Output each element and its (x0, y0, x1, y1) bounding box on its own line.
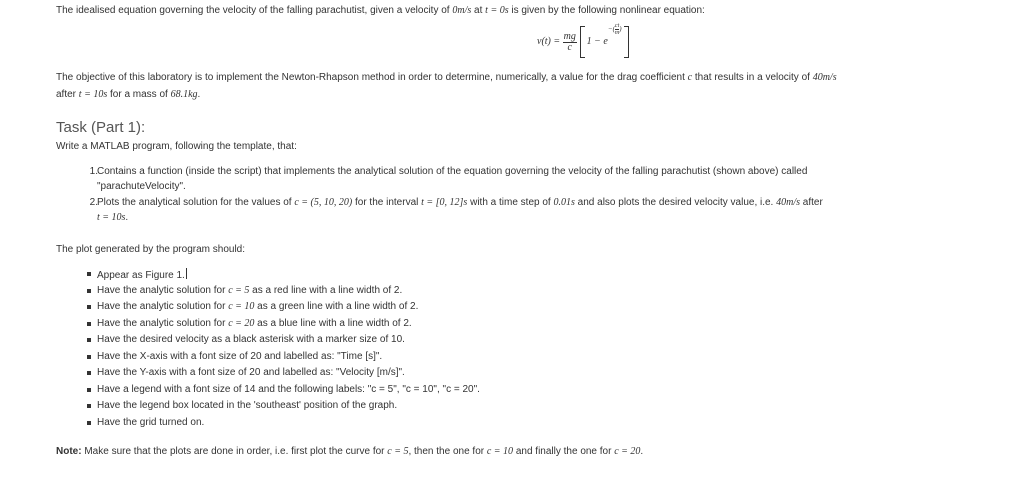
right-bracket (624, 26, 629, 58)
objective-part: . (197, 89, 201, 100)
math-c: c = 20 (228, 318, 255, 329)
task-intro: Write a MATLAB program, following the template, that: (56, 141, 297, 152)
math-c: c = 20 (614, 446, 641, 457)
item-text: for the interval (352, 197, 422, 208)
velocity-equation (537, 23, 629, 60)
exponent-minus: − (607, 25, 613, 34)
math-time: t = 0s (485, 5, 509, 16)
left-bracket (580, 26, 585, 58)
plot-requirement (97, 285, 402, 297)
exponent: −( $\frac{ct}{m}$ ) (607, 23, 622, 37)
objective-part: after (56, 89, 79, 100)
requirement-text: Have the analytic solution for (97, 285, 229, 296)
math-timestep: 0.01s (553, 197, 575, 208)
fraction-numerator: mg (563, 30, 576, 42)
task-item-1-line2: "parachuteVelocity". (97, 181, 186, 192)
note-part: Make sure that the plots are done in order, i.e. first plot the curve for (81, 446, 388, 457)
plot-intro: The plot generated by the program should: (56, 244, 246, 255)
requirement-text: as a green line with a line width of 2. (254, 301, 419, 312)
note-part: . (640, 446, 644, 457)
math-time: t = 10s (97, 212, 126, 223)
bullet (87, 421, 91, 425)
requirement-text: as a red line with a line width of 2. (249, 285, 403, 296)
item-text: Plots the analytical solution for the values of (97, 197, 295, 208)
plot-requirement: Have the grid turned on. (97, 417, 205, 428)
task-heading: Task (Part 1): (56, 119, 146, 136)
equation-lhs: v(t) = (537, 36, 563, 47)
intro-text-part: at (471, 5, 486, 16)
math-c: c = 5 (387, 446, 409, 457)
objective-text-cont (56, 89, 200, 101)
task-item-2-line1 (97, 197, 823, 209)
text-cursor (186, 268, 187, 279)
intro-text (56, 5, 705, 17)
plot-requirement: Have the desired velocity as a black asterisk with a marker size of 10. (97, 334, 405, 345)
objective-text (56, 72, 837, 84)
task-item-2-line2 (97, 212, 128, 224)
plot-requirement: Have the Y-axis with a font size of 20 and labelled as: "Velocity [m/s]". (97, 367, 405, 378)
bullet (87, 305, 91, 309)
intro-text-part: The idealised equation governing the velocity of the falling parachutist, given a velocity of (56, 5, 453, 16)
requirement-text: as a blue line with a line width of 2. (254, 318, 412, 329)
plot-requirement (97, 268, 187, 282)
math-velocity: 40m/s (812, 72, 837, 83)
bullet (87, 338, 91, 342)
item-text: . (125, 212, 129, 223)
intro-text-part: is given by the following nonlinear equation: (508, 5, 705, 16)
math-time: t = 10s (78, 89, 108, 100)
plot-requirement: Have the X-axis with a font size of 20 and labelled as: "Time [s]". (97, 351, 383, 362)
item-text: with a time step of (467, 197, 554, 208)
bullet (87, 272, 91, 276)
equation-one-minus-e: 1 − e (586, 36, 608, 47)
item-text: after (800, 197, 823, 208)
fraction-denominator: c (567, 41, 572, 53)
math-c: c = 5 (228, 285, 250, 296)
math-velocity: 40m/s (776, 197, 801, 208)
item-text: and also plots the desired velocity value, i.e. (574, 197, 777, 208)
note-text (56, 446, 643, 458)
list-number: 1. (89, 166, 98, 177)
note-part: , then the one for (408, 446, 487, 457)
note-label: Note: (56, 446, 82, 457)
objective-part: for a mass of (107, 89, 171, 100)
math-mass: 68.1kg (170, 89, 198, 100)
objective-part: The objective of this laboratory is to implement the Newton-Rhapson method in order to determine, numerically, a value for the drag coefficient (56, 72, 688, 83)
exponent-denominator: m (614, 30, 620, 37)
math-c-values: c = (5, 10, 20) (294, 197, 353, 208)
requirement-text: Have the analytic solution for (97, 301, 229, 312)
equation-fraction (563, 32, 577, 53)
note-part: and finally the one for (513, 446, 615, 457)
math-c: c = 10 (228, 301, 255, 312)
list-number: 2. (89, 197, 98, 208)
bullet (87, 355, 91, 359)
math-velocity: 0m/s (452, 5, 472, 16)
math-interval: t = [0, 12]s (421, 197, 468, 208)
bullet (87, 371, 91, 375)
requirement-text: Appear as Figure 1. (97, 270, 185, 281)
exponent-numerator: ct (614, 23, 620, 30)
task-item-1-line1: Contains a function (inside the script) that implements the analytical solution of the equation governing the velocity of the falling parachutist (shown above) called (97, 166, 808, 177)
bullet (87, 404, 91, 408)
plot-requirement (97, 318, 412, 330)
objective-part: that results in a velocity of (692, 72, 813, 83)
bullet (87, 388, 91, 392)
bullet (87, 322, 91, 326)
plot-requirement: Have a legend with a font size of 14 and the following labels: "c = 5", "c = 10", "c = 20". (97, 384, 480, 395)
plot-requirement: Have the legend box located in the 'southeast' position of the graph. (97, 400, 398, 411)
plot-requirement (97, 301, 418, 313)
math-c: c = 10 (486, 446, 514, 457)
math-c: c (687, 72, 693, 83)
requirement-text: Have the analytic solution for (97, 318, 229, 329)
bullet (87, 289, 91, 293)
